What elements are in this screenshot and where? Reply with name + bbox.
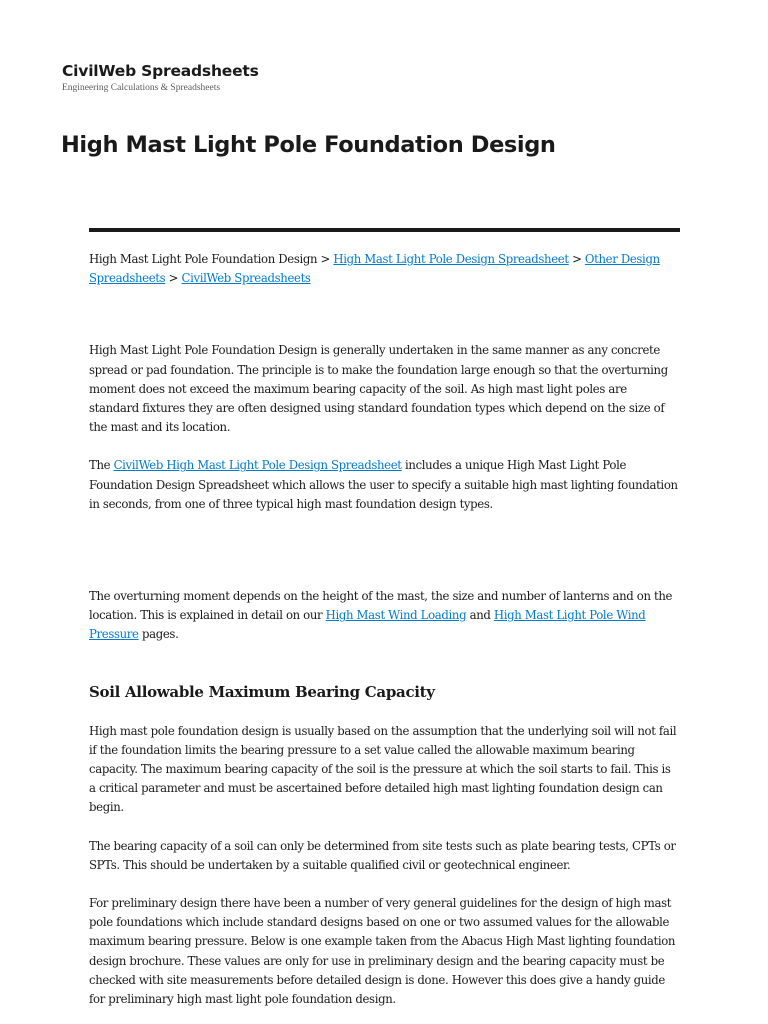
article-content [89, 250, 680, 1009]
breadcrumb-link-other-spreadsheets[interactable]: Other Design Spreadsheets [89, 252, 660, 286]
breadcrumb-separator: > [320, 252, 330, 266]
text-span: includes a unique High Mast Light Pole Foundation Design Spreadsheet which allows the user to specify a suitable high mast lighting foundation in seconds, from one of three typical high mast foundation design types. [89, 458, 678, 511]
wind-pressure-link[interactable]: High Mast Light Pole Wind Pressure [89, 608, 646, 642]
breadcrumb-link-civilweb[interactable]: CivilWeb Spreadsheets [181, 271, 311, 286]
text-span: The overturning moment depends on the height of the mast, the size and number of lanterns and on the location. This is explained in detail on our [89, 589, 673, 623]
content-divider [89, 228, 680, 232]
site-tests-paragraph: The bearing capacity of a soil can only be determined from site tests such as plate bearing tests, CPTs or SPTs. This should be undertaken by a suitable qualified civil or geotechnical engineer. [89, 838, 676, 872]
bearing-paragraph: High mast pole foundation design is usually based on the assumption that the underlying soil will not fail if the foundation limits the bearing pressure to a set value called the allowable maximum bearing capacity. The maximum bearing capacity of the soil is the pressure at which the soil starts to fail. This is a critical parameter and must be ascertained before detailed high mast lighting foundation design can begin. [89, 723, 677, 815]
site-tagline: Engineering Calculations & Spreadsheets [62, 83, 221, 93]
page-title: High Mast Light Pole Foundation Design [61, 132, 556, 158]
breadcrumb-separator: > [572, 252, 582, 266]
breadcrumb-separator: > [168, 271, 179, 286]
overturning-paragraph [89, 587, 680, 645]
preliminary-design-paragraph: For preliminary design there have been a number of very general guidelines for the design of high mast pole foundations which include standard designs based on one or two assumed values for the allowable maximum bearing pressure. Below is one example taken from the Abacus High Mast lighting foundation design brochure. These values are only for use in preliminary design and the bearing capacity must be checked with site measurements before detailed design is done. However this does give a handy guide for preliminary high mast light pole foundation design. [89, 896, 676, 1007]
spreadsheet-paragraph [89, 456, 680, 514]
breadcrumb-link-design-spreadsheet[interactable]: High Mast Light Pole Design Spreadsheet [333, 252, 569, 266]
breadcrumb-current: High Mast Light Pole Foundation Design [89, 252, 318, 266]
intro-paragraph: High Mast Light Pole Foundation Design is generally undertaken in the same manner as any concrete spread or pad foundation. The principle is to make the foundation large enough so that the overturning moment does not exceed the maximum bearing capacity of the soil. As high mast light poles are standard fixtures they are often designed using standard foundation types which depend on the size of the mast and its location. [89, 343, 668, 435]
section-heading: Soil Allowable Maximum Bearing Capacity [89, 682, 435, 701]
site-title-link[interactable]: CivilWeb Spreadsheets [62, 62, 259, 80]
breadcrumb [89, 250, 680, 288]
spreadsheet-link[interactable]: CivilWeb High Mast Light Pole Design Spreadsheet [113, 458, 402, 473]
wind-loading-link[interactable]: High Mast Wind Loading [325, 608, 467, 623]
text-span: The [89, 458, 114, 473]
site-header [62, 61, 259, 93]
text-span: and [466, 608, 494, 623]
text-span: pages. [138, 627, 179, 642]
